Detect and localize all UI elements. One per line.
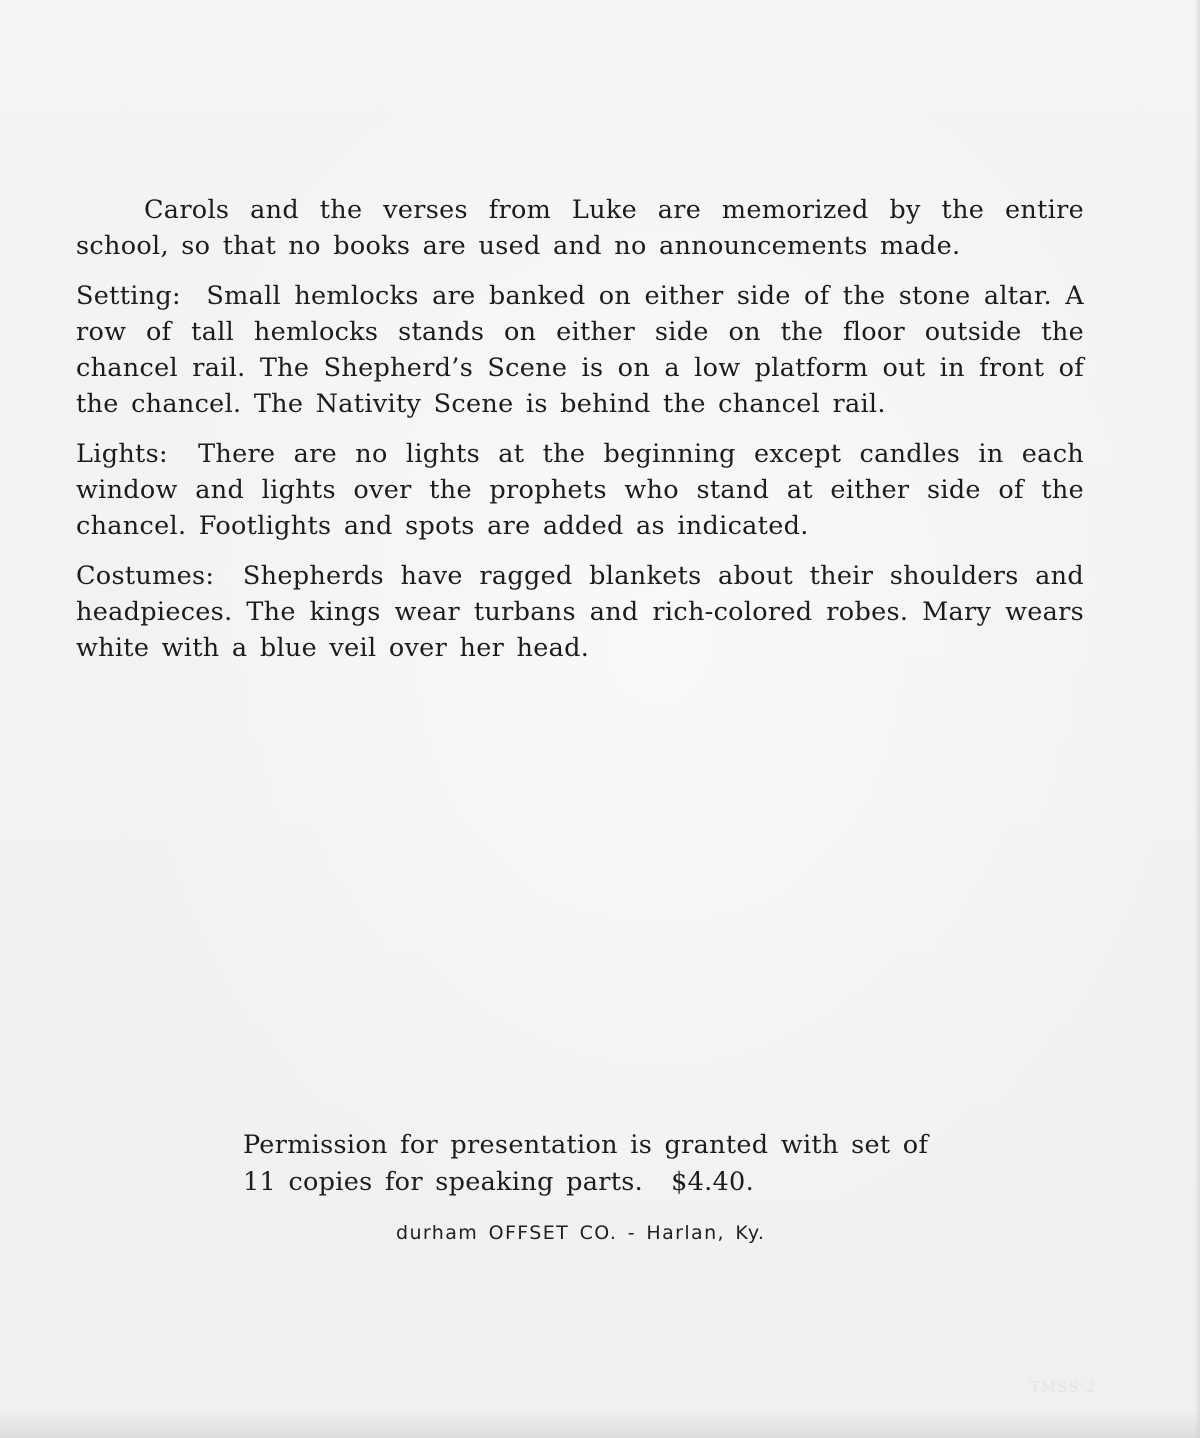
costumes-label: Costumes: (76, 561, 215, 591)
permission-notice (243, 1127, 963, 1201)
paper-edge-right (1194, 0, 1200, 1438)
lights-paragraph (76, 436, 1084, 544)
costumes-text: Shepherds have ragged blankets about their shoulders and headpieces. The kings wear turbans and rich-colored robes. Mary wears white with a blue veil over her head. (76, 561, 1084, 663)
lights-label: Lights: (76, 439, 168, 469)
printer-credit: durham OFFSET CO. - Harlan, Ky. (396, 1222, 766, 1244)
body-text (76, 192, 1084, 680)
setting-label: Setting: (76, 281, 181, 311)
permission-line-2-row (243, 1164, 963, 1201)
permission-line-2: 11 copies for speaking parts. (243, 1167, 644, 1197)
setting-text: Small hemlocks are banked on either side of the stone altar. A row of tall hemlocks stands on either side on the floor outside the chancel rail. The Shepherd’s Scene is on a low platform out in front of the chancel. The Nativity Scene is behind the chancel rail. (76, 281, 1085, 419)
permission-price: $4.40. (671, 1167, 754, 1197)
lights-text: There are no lights at the beginning except candles in each window and lights over the prophets who stand at either side of the chancel. Footlights and spots are added as indicated. (76, 439, 1084, 541)
intro-paragraph: Carols and the verses from Luke are memorized by the entire school, so that no books are used and no announcements made. (76, 195, 1084, 261)
costumes-paragraph (76, 558, 1084, 666)
setting-paragraph (76, 278, 1084, 422)
paper-edge-bottom (0, 1410, 1200, 1438)
permission-line-1: Permission for presentation is granted with set of (243, 1130, 929, 1160)
archive-stamp: TMSS 2 (1030, 1378, 1096, 1396)
